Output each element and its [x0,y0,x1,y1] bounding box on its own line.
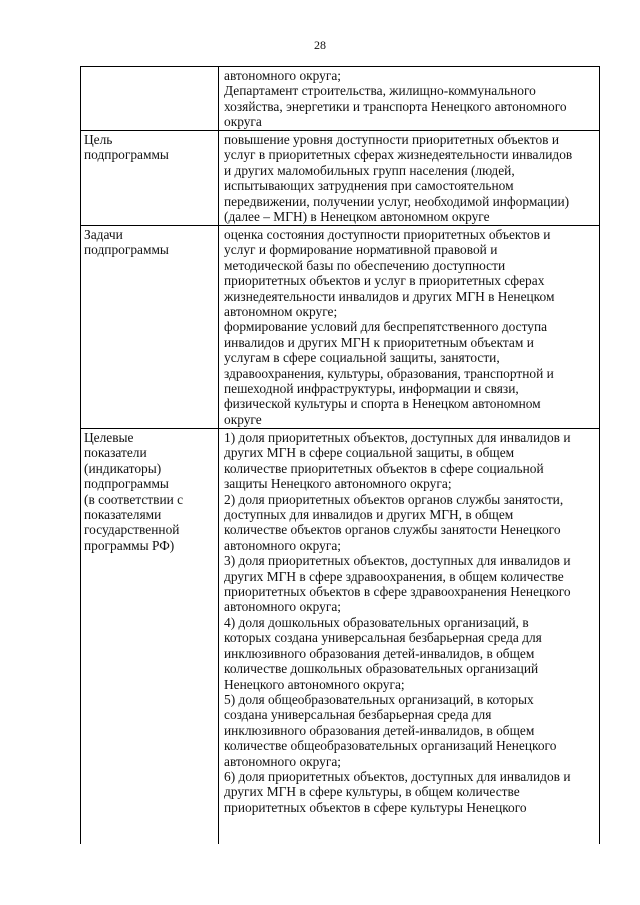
row-value-cell [219,131,600,226]
row-label-cell [81,226,219,429]
row-value-line: услугам в сфере социальной защиты, занятости, [224,350,500,366]
row-label-line: (индикаторы) [84,460,162,476]
row-value-line: 6) доля приоритетных объектов, доступных для инвалидов и [224,768,571,784]
row-value-line: и других маломобильных групп населения (людей, [224,162,515,178]
table-row [81,429,600,844]
row-label-line: Целевые [84,430,134,445]
row-value-line: автономного округа; [224,68,342,83]
row-value-line: хозяйства, энергетики и транспорта Ненецкого автономного [224,98,567,114]
row-label-line: подпрограммы [84,242,169,258]
row-value-line: 4) доля дошкольных образовательных организаций, в [224,614,529,630]
row-label-cell [81,67,219,131]
row-value-cell [219,67,600,131]
row-value-line: инклюзивного образования детей-инвалидов, в общем [224,645,535,661]
row-value-line: приоритетных объектов в сфере здравоохранения Ненецкого [224,584,571,600]
row-label-line: (в соответствии с [84,491,184,507]
row-value-line: формирование условий для беспрепятственного доступа [224,319,548,335]
row-value-line: жизнедеятельности инвалидов и других МГН в Ненецком [224,288,555,304]
row-value-line: округе [224,411,262,427]
row-value-line: количестве дошкольных образовательных организаций [224,661,539,677]
row-value-line: (далее – МГН) в Ненецком автономном округе [224,209,490,225]
row-value-line: других МГН в сфере культуры, в общем количестве [224,784,520,800]
row-value-line: оценка состояния доступности приоритетных объектов и [224,227,551,242]
row-value-line: инклюзивного образования детей-инвалидов, в общем [224,722,535,738]
row-label-line: подпрограммы [84,147,169,163]
row-value-line: услуг в приоритетных сферах жизнедеятельности инвалидов [224,147,573,163]
row-value-line: передвижении, получении услуг, необходимой информации) [224,193,570,209]
row-value-line: приоритетных объектов и услуг в приоритетных сферах [224,273,545,289]
row-value-line: инвалидов и других МГН к приоритетным объектам и [224,334,534,350]
table-row [81,67,600,131]
row-value-cell [219,226,600,429]
table-row [81,131,600,226]
row-value-line: испытывающих затруднения при самостоятельном [224,178,514,194]
row-value-line: услуг и формирование нормативной правовой и [224,242,498,258]
row-value-line: пешеходной инфраструктуры, информации и связи, [224,381,519,397]
row-value-line: 1) доля приоритетных объектов, доступных для инвалидов и [224,430,571,445]
row-value-line: автономного округа; [224,753,342,769]
row-label-cell [81,131,219,226]
row-value-line: создана универсальная безбарьерная среда для [224,707,492,723]
row-value-line: округа [224,114,262,130]
row-value-line: количестве объектов органов службы занятости Ненецкого [224,522,561,538]
table-body [81,67,600,844]
row-label-line: показатели [84,445,147,461]
row-value-line: методической базы по обеспечению доступности [224,257,506,273]
row-value-line: которых создана универсальная безбарьерная среда для [224,630,542,646]
row-value-line: количестве приоритетных объектов в сфере социальной [224,460,544,476]
row-label-line: показателями [84,507,162,523]
row-label-line: программы РФ) [84,537,175,553]
row-value-line: повышение уровня доступности приоритетных объектов и [224,132,559,147]
row-label-cell [81,429,219,844]
row-value-line: автономного округа; [224,599,342,615]
row-value-line: физической культуры и спорта в Ненецком автономном [224,396,541,412]
row-value-line: автономном округе; [224,304,338,320]
row-label-line: подпрограммы [84,476,169,492]
row-value-line: Ненецкого автономного округа; [224,676,405,692]
passport-table [80,66,600,844]
row-value-line: здравоохранения, культуры, образования, транспортной и [224,365,554,381]
row-value-line: 3) доля приоритетных объектов, доступных для инвалидов и [224,553,571,569]
row-value-line: 2) доля приоритетных объектов органов службы занятости, [224,491,564,507]
row-value-line: 5) доля общеобразовательных организаций, в которых [224,691,534,707]
row-value-line: автономного округа; [224,537,342,553]
row-value-line: количестве общеобразовательных организаций Ненецкого [224,738,557,754]
row-label-line: Задачи [84,227,123,242]
row-value-line: приоритетных объектов в сфере культуры Ненецкого [224,799,527,815]
row-value-line: Департамент строительства, жилищно-коммунального [224,83,536,99]
row-value-line: защиты Ненецкого автономного округа; [224,476,452,492]
row-value-line: других МГН в сфере социальной защиты, в общем [224,445,515,461]
row-value-line: других МГН в сфере здравоохранения, в общем количестве [224,568,564,584]
row-value-cell [219,429,600,844]
row-label-line: Цель [84,132,113,147]
table-row [81,226,600,429]
page-number: 28 [314,38,326,52]
row-value-line: доступных для инвалидов и других МГН, в общем [224,507,514,523]
row-label-line: государственной [84,522,180,538]
